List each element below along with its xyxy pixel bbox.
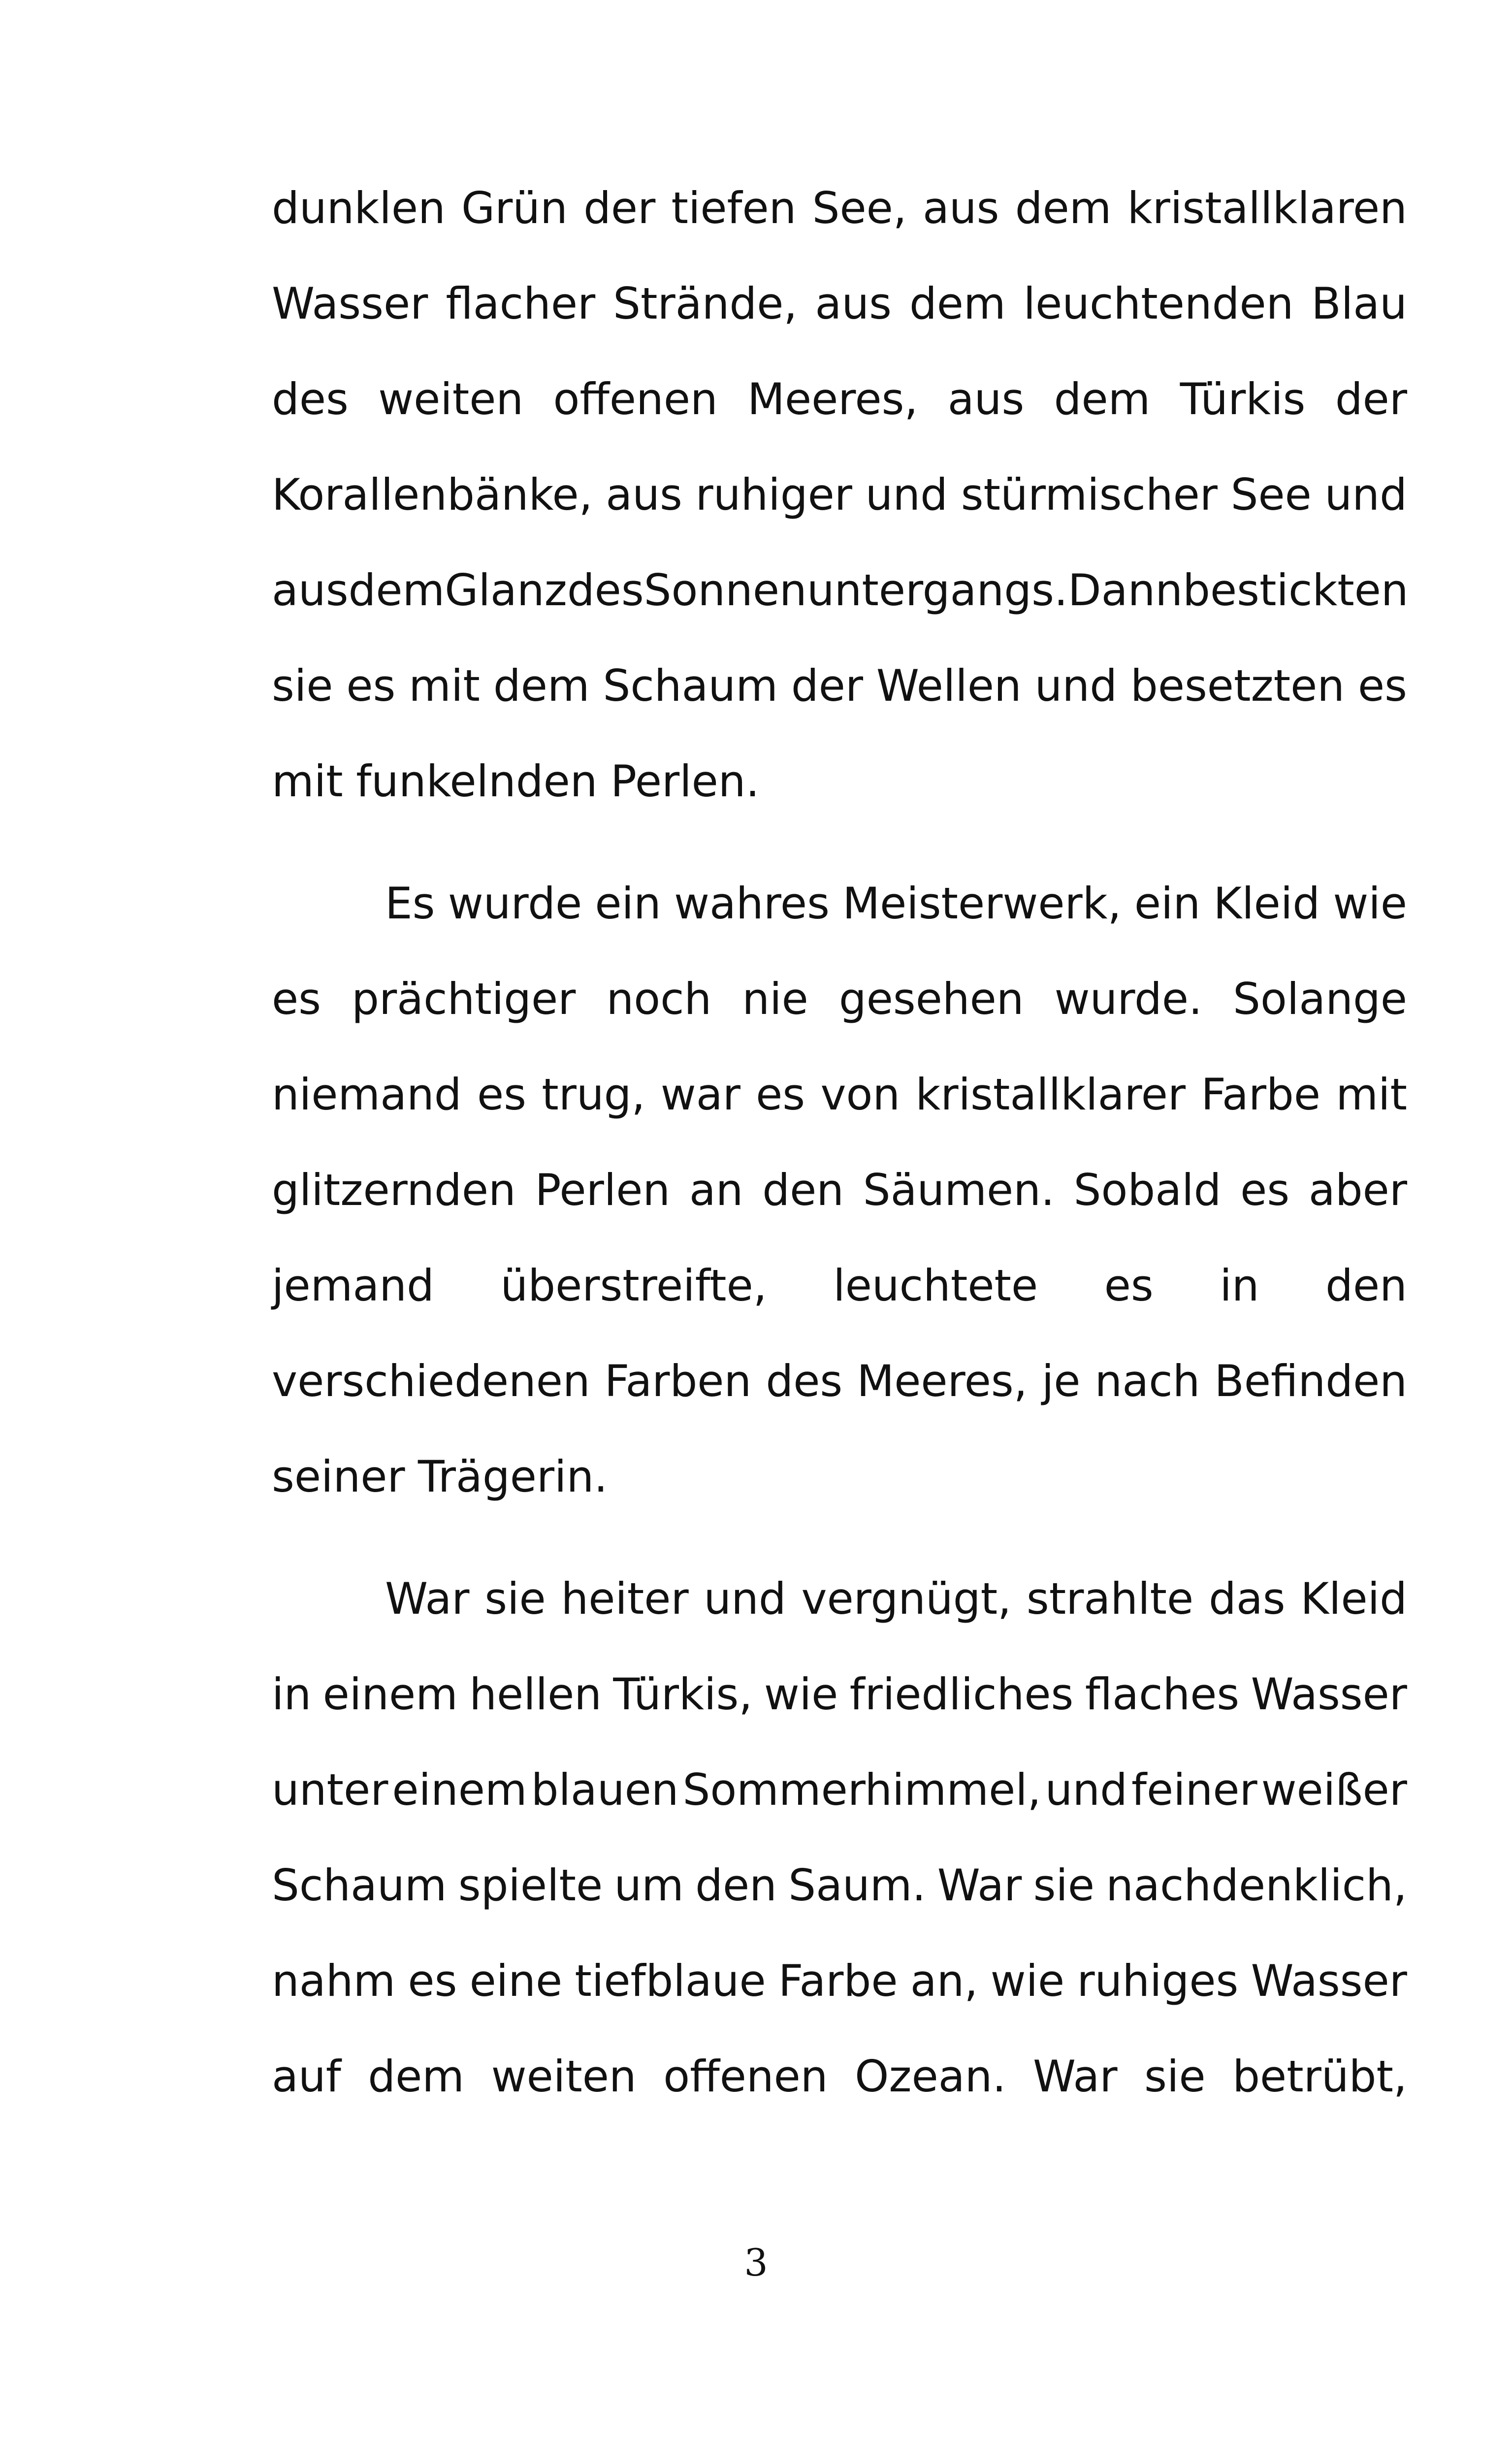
word: den [1325, 1260, 1407, 1311]
word: War [385, 1573, 470, 1624]
text-line [272, 734, 1407, 829]
word: in [1220, 1260, 1259, 1311]
word: heiter [561, 1573, 689, 1624]
word: wurde [448, 878, 582, 929]
word: bestickten [1183, 565, 1409, 616]
word: dem [1054, 374, 1151, 424]
word: Sommerhimmel, [682, 1764, 1041, 1815]
word: weiten [491, 2051, 637, 2102]
word: Grün [461, 183, 568, 233]
word: betrübt, [1232, 2051, 1407, 2102]
word: von [820, 1069, 901, 1120]
word: in [272, 1669, 312, 1720]
text-line [272, 1429, 1407, 1525]
word: tiefen [671, 183, 797, 233]
word: und [865, 469, 948, 520]
text-line [272, 161, 1407, 256]
word: nie [742, 974, 808, 1024]
word: flaches [1085, 1669, 1240, 1720]
word: das [1208, 1573, 1286, 1624]
word: es [477, 1069, 526, 1120]
word: nachdenklich, [1106, 1860, 1407, 1911]
word: auf [272, 2051, 341, 2102]
word: wahres [674, 878, 830, 929]
word: Farbe [778, 1955, 898, 2006]
word: sie [1144, 2051, 1206, 2102]
word: und [1324, 469, 1407, 520]
word: funkelnden [356, 756, 598, 807]
word: war [660, 1069, 740, 1120]
word: mit [272, 756, 343, 807]
word: verschiedenen [272, 1356, 590, 1406]
word: den [762, 1165, 844, 1215]
word: Wasser [1251, 1669, 1407, 1720]
word: trug, [542, 1069, 645, 1120]
word: Wellen [876, 660, 1022, 711]
text-line [272, 1742, 1407, 1838]
word: je [1041, 1356, 1081, 1406]
word: hellen [469, 1669, 602, 1720]
text-line [272, 352, 1407, 447]
word: Kleid [1300, 1573, 1407, 1624]
word: einem [322, 1669, 458, 1720]
word: Korallenbänke, [272, 469, 593, 520]
word: Dann [1067, 565, 1183, 616]
word: Perlen [535, 1165, 671, 1215]
word: vergnügt, [801, 1573, 1012, 1624]
word: eine [469, 1955, 563, 2006]
text-line [272, 2029, 1407, 2124]
word: der [1335, 374, 1407, 424]
paragraph-gap [272, 1525, 1407, 1551]
text-line [272, 256, 1407, 352]
word: es [1357, 660, 1407, 711]
word: spielte [458, 1860, 603, 1911]
word: dem [909, 278, 1006, 329]
word: Säumen. [863, 1165, 1055, 1215]
body-text [272, 161, 1407, 2124]
word: wie [990, 1955, 1065, 2006]
word: weißer [1261, 1764, 1407, 1815]
word: nach [1094, 1356, 1200, 1406]
word: an, [910, 1955, 978, 2006]
word: kristallklarer [915, 1069, 1186, 1120]
paragraph [272, 1551, 1407, 2124]
word: einem [392, 1764, 527, 1815]
word: seiner [272, 1451, 405, 1502]
word: ein [595, 878, 661, 929]
text-line [272, 1933, 1407, 2029]
word: es [272, 974, 321, 1024]
word: aus [606, 469, 682, 520]
word: War [937, 1860, 1022, 1911]
word: War [1033, 2051, 1118, 2102]
word: es [346, 660, 396, 711]
word: aus [272, 565, 349, 616]
text-line [272, 1647, 1407, 1742]
word: Trägerin. [418, 1451, 608, 1502]
word: Sobald [1073, 1165, 1222, 1215]
word: es [756, 1069, 805, 1120]
word: der [583, 183, 656, 233]
text-line [272, 543, 1407, 638]
word: Wasser [272, 278, 428, 329]
word: prächtiger [352, 974, 576, 1024]
text-line [272, 1142, 1407, 1238]
word: strahlte [1026, 1573, 1194, 1624]
word: und [704, 1573, 786, 1624]
word: Blau [1311, 278, 1407, 329]
word: mit [409, 660, 480, 711]
word: des [766, 1356, 843, 1406]
word: Ozean. [855, 2051, 1006, 2102]
word: unter [272, 1764, 388, 1815]
word: Meeres, [857, 1356, 1028, 1406]
word: stürmischer [961, 469, 1218, 520]
word: Befinden [1214, 1356, 1407, 1406]
word: noch [606, 974, 712, 1024]
word: dem [1015, 183, 1112, 233]
word: jemand [272, 1260, 434, 1311]
word: aus [947, 374, 1025, 424]
word: leuchtete [833, 1260, 1038, 1311]
word: aber [1308, 1165, 1407, 1215]
word: offenen [663, 2051, 828, 2102]
word: sie [272, 660, 333, 711]
word: mit [1336, 1069, 1407, 1120]
word: weiten [378, 374, 524, 424]
word: flacher [446, 278, 596, 329]
word: Farbe [1201, 1069, 1321, 1120]
word: Sonnenuntergangs. [643, 565, 1068, 616]
paragraph [272, 856, 1407, 1525]
word: Saum. [788, 1860, 926, 1911]
word: um [614, 1860, 684, 1911]
word: kristallklaren [1127, 183, 1407, 233]
word: dunklen [272, 183, 446, 233]
word: wie [1333, 878, 1407, 929]
word: des [272, 374, 349, 424]
text-line [272, 1551, 1407, 1647]
word: sie [484, 1573, 546, 1624]
page-number: 3 [744, 2241, 768, 2284]
word: dem [368, 2051, 465, 2102]
word: niemand [272, 1069, 462, 1120]
word: wie [764, 1669, 838, 1720]
word: Türkis [1180, 374, 1306, 424]
word: Meeres, [747, 374, 918, 424]
word: gesehen [838, 974, 1024, 1024]
word: es [408, 1955, 457, 2006]
text-line [272, 447, 1407, 543]
word: Schaum [603, 660, 778, 711]
text-line [272, 951, 1407, 1047]
word: dem [493, 660, 590, 711]
word: Es [385, 878, 435, 929]
text-line [272, 856, 1407, 951]
word: aus [922, 183, 999, 233]
word: offenen [553, 374, 718, 424]
word: Glanz [445, 565, 567, 616]
text-line [272, 1334, 1407, 1429]
word: der [791, 660, 864, 711]
word: Kleid [1213, 878, 1320, 929]
word: sie [1033, 1860, 1094, 1911]
word: und [1034, 660, 1118, 711]
word: ruhiger [695, 469, 852, 520]
text-line [272, 1047, 1407, 1142]
word: Solange [1233, 974, 1407, 1024]
word: dem [348, 565, 445, 616]
paragraph-gap [272, 829, 1407, 856]
word: See, [812, 183, 907, 233]
word: Schaum [272, 1860, 447, 1911]
word: es [1240, 1165, 1290, 1215]
word: ein [1134, 878, 1201, 929]
word: ruhiges [1077, 1955, 1239, 2006]
word: Perlen. [610, 756, 760, 807]
word: aus [815, 278, 892, 329]
word: leuchtenden [1023, 278, 1294, 329]
word: und [1045, 1764, 1128, 1815]
word: nahm [272, 1955, 396, 2006]
word: überstreifte, [500, 1260, 767, 1311]
word: den [695, 1860, 777, 1911]
word: Meisterwerk, [842, 878, 1122, 929]
word: glitzernden [272, 1165, 516, 1215]
word: des [567, 565, 644, 616]
word: See [1230, 469, 1312, 520]
word: friedliches [849, 1669, 1074, 1720]
word: Wasser [1251, 1955, 1407, 2006]
word: feiner [1131, 1764, 1257, 1815]
word: Farben [604, 1356, 752, 1406]
word: an [689, 1165, 743, 1215]
text-line [272, 1838, 1407, 1933]
word: wurde. [1054, 974, 1203, 1024]
word: Türkis, [613, 1669, 753, 1720]
text-line [272, 638, 1407, 734]
word: blauen [531, 1764, 679, 1815]
word: Strände, [613, 278, 798, 329]
word: besetzten [1130, 660, 1345, 711]
word: tiefblaue [575, 1955, 766, 2006]
paragraph [272, 161, 1407, 829]
word: es [1104, 1260, 1154, 1311]
text-line [272, 1238, 1407, 1334]
